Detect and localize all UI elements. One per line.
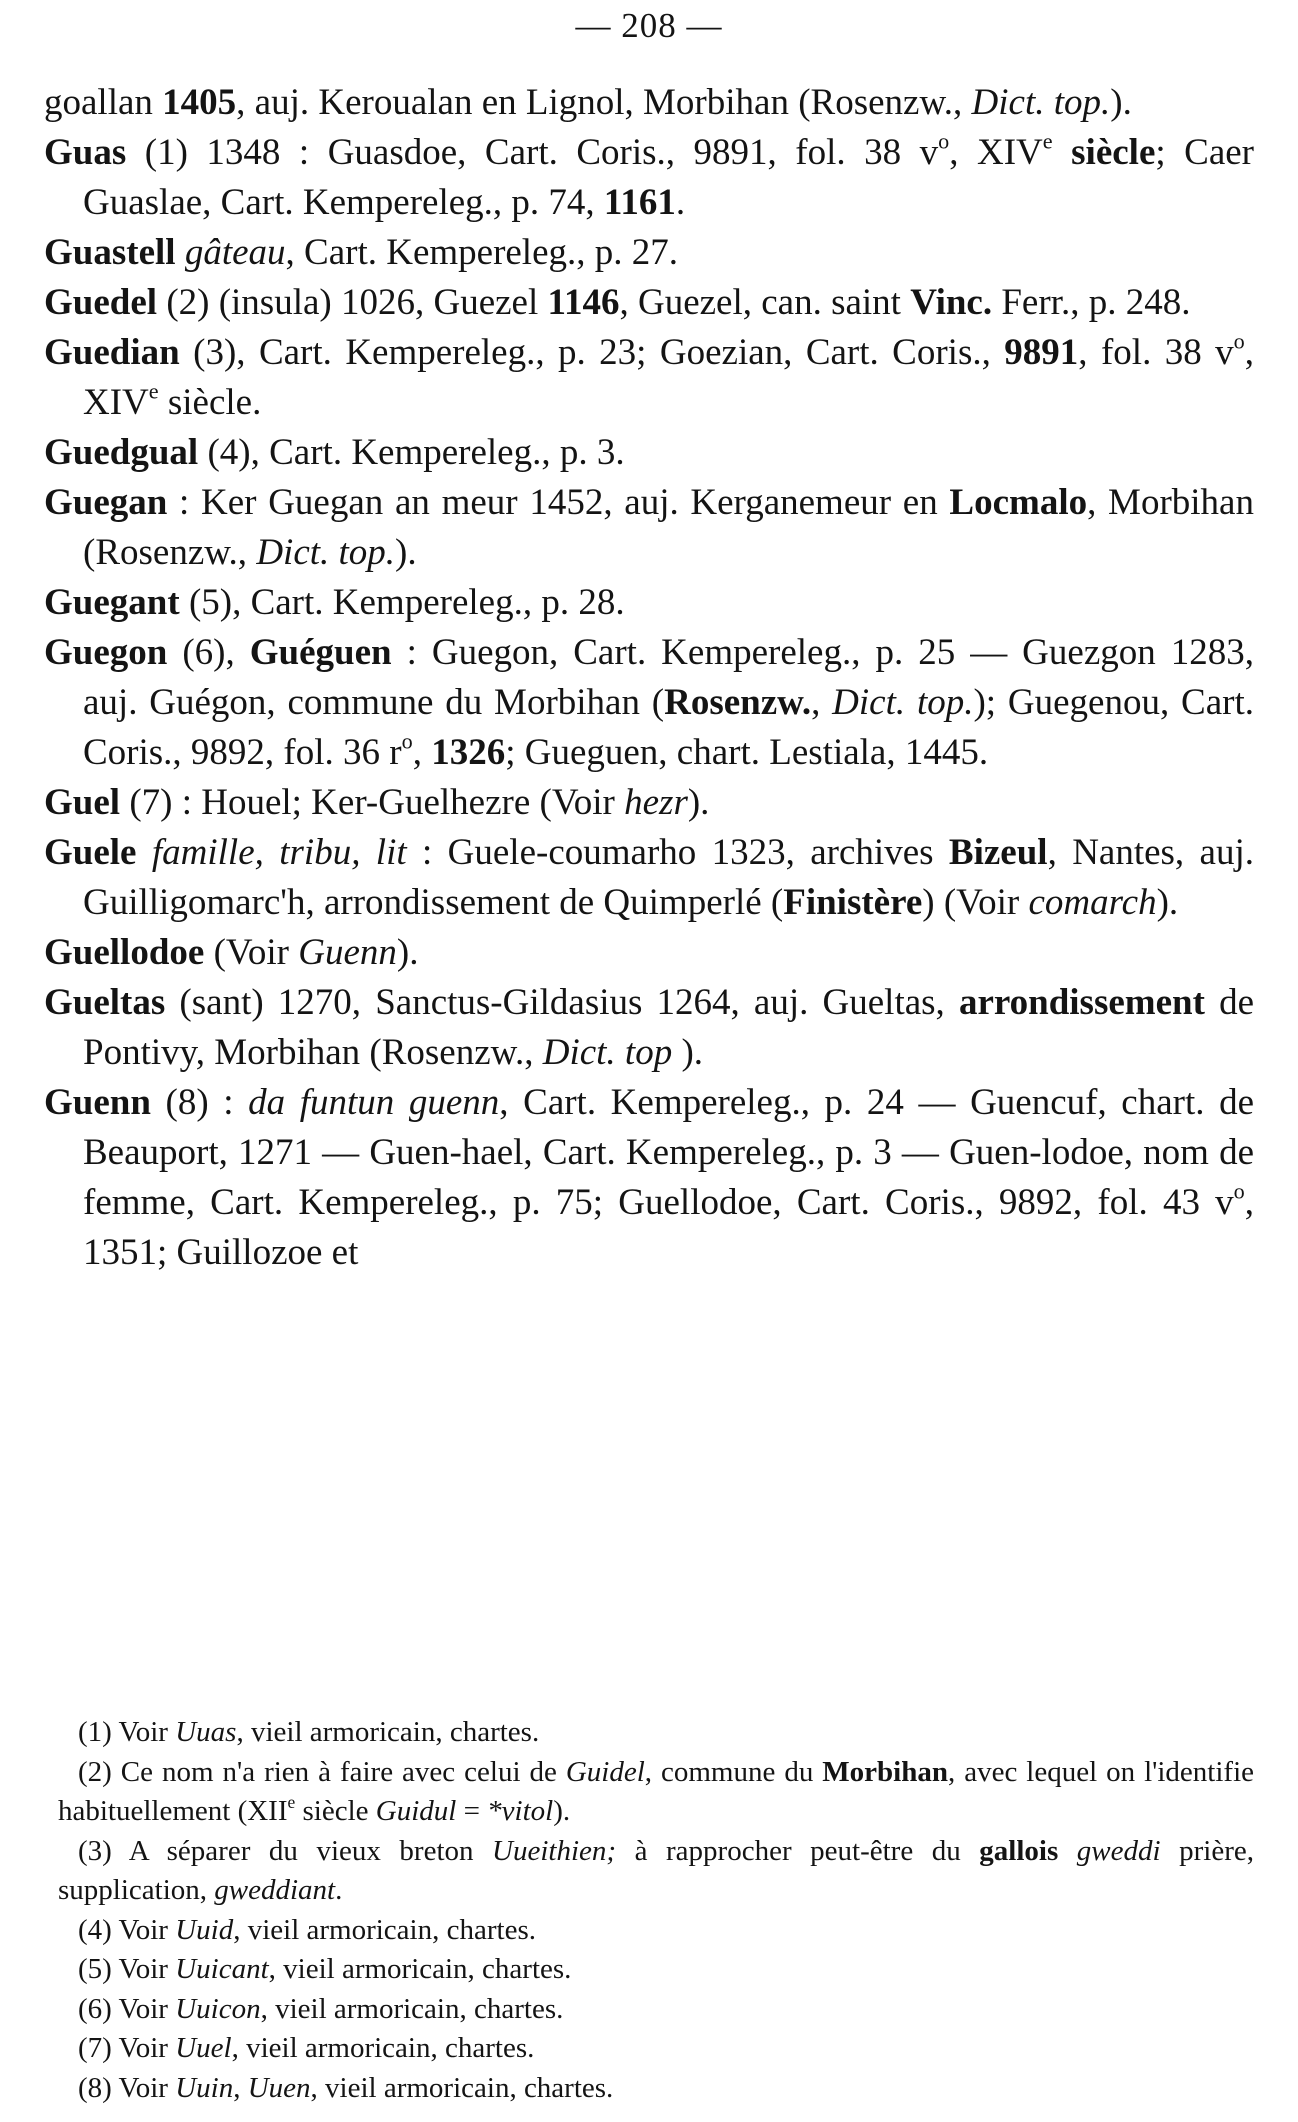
dictionary-entry-text: , XIV <box>949 132 1043 173</box>
footnote-text: gweddiant <box>214 1874 336 1906</box>
dictionary-entry-text: o <box>401 728 413 754</box>
dictionary-entry-text: : Ker Guegan an meur 1452, auj. Kerganemeur en <box>167 482 950 523</box>
dictionary-entry <box>44 428 1254 478</box>
headword: Gueltas <box>44 982 166 1023</box>
footnote-text: , vieil armoricain, chartes. <box>236 1716 540 1748</box>
dictionary-entry-text: (8) : <box>150 1082 249 1123</box>
dictionary-entry-text: ). <box>395 532 417 573</box>
dictionary-entry-text: Dict. top <box>542 1032 673 1073</box>
dictionary-entry <box>44 928 1254 978</box>
dictionary-entry-text: ). <box>1110 82 1132 123</box>
dictionary-entry-text: (4), Cart. Kempereleg., p. 3. <box>198 432 625 473</box>
footnote-text: (7) Voir <box>78 2032 176 2064</box>
dictionary-entry-text: , Guezel, can. saint <box>619 282 911 323</box>
footnote <box>58 1990 1254 2030</box>
footnote-text: , vieil armoricain, chartes. <box>231 2032 535 2064</box>
headword: Guegon <box>44 632 168 673</box>
dictionary-entry-text <box>176 232 185 273</box>
dictionary-entry-text: ; Caer Guaslae, Cart. Kempereleg., p. 74, <box>83 132 1255 223</box>
dictionary-entry-text: , <box>412 732 432 773</box>
dictionary-entry-text: : Guegon, Cart. Kempereleg., p. 25 — Guezgon 1283, auj. Guégon, commune du Morbihan ( <box>83 632 1254 723</box>
footnote-text: Guidul <box>375 1795 457 1827</box>
dictionary-entry-text: ). <box>1156 882 1179 923</box>
dictionary-entry <box>44 278 1254 328</box>
dictionary-entry-text: Locmalo <box>949 482 1088 523</box>
footnote-text: *vitol <box>487 1795 554 1827</box>
footnote <box>58 1911 1254 1951</box>
headword: Guastell <box>44 232 176 273</box>
footnote-text: Uuin <box>175 2071 234 2104</box>
dictionary-entry-text: (sant) 1270, Sanctus-Gildasius 1264, auj. Gueltas, <box>165 982 959 1023</box>
headword: Guele <box>44 832 137 873</box>
dictionary-entry-text: (1) 1348 : Guasdoe, Cart. Coris., 9891, fol. 38 v <box>126 132 939 173</box>
footnote-text: gweddi <box>1076 1834 1161 1867</box>
dictionary-entry-text: , fol. 38 v <box>1078 332 1234 373</box>
dictionary-entry-text: Dict. top. <box>832 682 974 723</box>
dictionary-entry-text: siècle <box>1052 132 1156 173</box>
footnote-text: (1) Voir <box>78 1716 176 1748</box>
dictionary-entry <box>44 578 1254 628</box>
footnote-text: (6) Voir <box>78 1992 176 2025</box>
footnote-text: , <box>233 2071 248 2104</box>
footnote-text: Uuen <box>247 2071 311 2104</box>
headword: Guedel <box>44 282 158 323</box>
dictionary-entry <box>44 128 1254 228</box>
dictionary-entry-text: 1405 <box>162 82 237 123</box>
footnote-text: , vieil armoricain, chartes. <box>233 1913 536 1946</box>
dictionary-entry-text: ) (Voir <box>922 882 1029 923</box>
footnote-text: Uuicant <box>175 1953 269 1985</box>
headword: Guenn <box>44 1082 151 1123</box>
dictionary-entry-text: Rosenzw. <box>664 682 812 723</box>
dictionary-entry-text: ); Guegenou, Cart. Coris., 9892, fol. 36 r <box>83 682 1254 773</box>
dictionary-entry-text: 1326 <box>431 732 506 773</box>
footnote-text <box>1058 1835 1077 1867</box>
dictionary-entry-text: , Cart. Kempereleg., p. 24 — Guencuf, chart. de Beauport, 1271 — Guen-hael, Cart. Kempereleg., p. 3 — Guen-lodoe, nom de femme, Cart. Kempereleg., p. 75; Guellodoe, Cart. Coris., 9892, fol. 43 v <box>83 1082 1254 1223</box>
dictionary-entry-text: , Morbihan (Rosenzw., <box>83 482 1254 573</box>
dictionary-entry-text: (2) (insula) 1026, Guezel <box>157 282 548 323</box>
footnotes <box>58 1713 1254 2108</box>
dictionary-entry-text: siècle. <box>158 382 262 423</box>
dictionary-entry-text: 1161 <box>603 182 676 223</box>
dictionary-entry-text: . <box>675 182 686 223</box>
footnote-text: , vieil armoricain, chartes. <box>268 1953 572 1985</box>
dictionary-entry-text: o <box>1233 328 1245 354</box>
footnote-text: Uuicon <box>175 1992 261 2025</box>
footnote-text: (5) Voir <box>78 1953 176 1985</box>
footnote-text: e <box>287 1791 296 1812</box>
headword: Guegan <box>44 482 168 523</box>
footnote-text: . <box>335 1874 343 1906</box>
footnote-text: siècle <box>295 1795 376 1827</box>
footnote-text: gallois <box>979 1834 1059 1867</box>
footnote-text: Morbihan <box>822 1755 948 1788</box>
dictionary-entry-text: o <box>1233 1178 1245 1204</box>
dictionary-entries <box>44 78 1254 1278</box>
dictionary-entry-text: (5), Cart. Kempereleg., p. 28. <box>179 582 625 623</box>
footnote <box>58 1950 1254 1990</box>
dictionary-entry-text <box>136 832 151 873</box>
headword: Guas <box>44 132 127 173</box>
dictionary-entry <box>44 778 1254 828</box>
dictionary-entry-text: ). <box>396 932 419 973</box>
dictionary-entry-text: , Nantes, auj. Guilligomarc'h, arrondissement de Quimperlé ( <box>83 832 1255 923</box>
footnote-text: prière, supplication, <box>58 1834 1254 1906</box>
dictionary-entry-text: da funtun guenn <box>248 1082 500 1123</box>
dictionary-entry-text: o <box>938 128 950 154</box>
dictionary-entry <box>44 978 1254 1078</box>
dictionary-entry-text: (7) : Houel; Ker-Guelhezre (Voir <box>120 782 625 823</box>
footnote-text: (3) A séparer du vieux breton <box>78 1834 493 1867</box>
dictionary-entry-text: , <box>811 682 833 723</box>
dictionary-entry <box>44 828 1254 928</box>
footnote <box>58 2069 1254 2109</box>
dictionary-entry-text: (3), Cart. Kempereleg., p. 23; Goezian, Cart. Coris., <box>179 332 1005 373</box>
footnote-text: (8) Voir <box>78 2071 176 2104</box>
dictionary-entry-text: Guenn <box>298 932 397 973</box>
footnote-text: Uuid <box>175 1913 234 1946</box>
footnote-text: , avec lequel on l'identifie habituellement (XII <box>58 1755 1255 1827</box>
dictionary-entry-text: Dict. top. <box>971 82 1111 123</box>
footnote-text: ). <box>553 1795 571 1827</box>
footnote-text: Uueithien; <box>492 1834 617 1867</box>
headword: Guedgual <box>44 432 199 473</box>
headword: Guedian <box>44 332 180 373</box>
dictionary-entry-text: 1146 <box>547 282 620 323</box>
dictionary-entry-text: : Guele-coumarho 1323, archives <box>406 832 949 873</box>
footnote-text: , commune du <box>644 1755 823 1788</box>
dictionary-entry-text: comarch <box>1028 882 1157 923</box>
footnote <box>58 2029 1254 2069</box>
footnote-text: (4) Voir <box>78 1913 176 1946</box>
dictionary-entry-text: Ferr., p. 248. <box>992 282 1191 323</box>
footnote-text: , vieil armoricain, chartes. <box>310 2071 614 2104</box>
footnote-text: (2) Ce nom n'a rien à faire avec celui de <box>78 1755 566 1788</box>
dictionary-entry-text: arrondissement <box>958 982 1205 1023</box>
dictionary-entry-text: hezr <box>624 782 688 823</box>
dictionary-entry <box>44 78 1254 128</box>
dictionary-entry-text: , 1351; Guillozoe et <box>83 1182 1254 1273</box>
dictionary-entry <box>44 628 1254 778</box>
headword: Guegant <box>44 582 180 623</box>
headword: Guel <box>44 782 121 823</box>
dictionary-entry <box>44 478 1254 578</box>
dictionary-entry-text: Bizeul <box>948 832 1048 873</box>
dictionary-entry-text: ). <box>672 1032 704 1073</box>
dictionary-entry-text: , auj. Keroualan en Lignol, Morbihan (Rosenzw., <box>236 82 972 123</box>
dictionary-entry-text: gâteau <box>184 232 286 273</box>
footnote-text: = <box>456 1795 488 1827</box>
dictionary-entry-text: 9891 <box>1004 332 1079 373</box>
footnote-text: Uuas <box>175 1716 237 1748</box>
dictionary-entry-text: famille, tribu, lit <box>151 832 407 873</box>
dictionary-entry-text: e <box>148 378 159 404</box>
dictionary-entry-text: ; Gueguen, chart. Lestiala, 1445. <box>505 732 989 773</box>
dictionary-entry-text: e <box>1042 128 1053 154</box>
dictionary-entry-text: Finistère <box>783 882 923 923</box>
footnote-text: Uuel <box>175 2032 232 2064</box>
dictionary-entry <box>44 228 1254 278</box>
dictionary-entry-text: Dict. top. <box>256 532 396 573</box>
footnote-text: à rapprocher peut-être du <box>616 1834 980 1867</box>
dictionary-entry-text: Vinc. <box>910 282 993 323</box>
dictionary-entry-text: goallan <box>44 82 163 123</box>
footnote <box>58 1832 1254 1911</box>
dictionary-entry <box>44 1078 1254 1278</box>
dictionary-entry-text: , Cart. Kempereleg., p. 27. <box>285 232 679 273</box>
dictionary-entry <box>44 328 1254 428</box>
footnote <box>58 1713 1254 1753</box>
dictionary-entry-text: (6), <box>167 632 250 673</box>
headword: Guéguen <box>249 632 392 673</box>
dictionary-entry-text: ). <box>687 782 710 823</box>
headword: Guellodoe <box>44 932 205 973</box>
dictionary-entry-text: , XIV <box>83 332 1254 423</box>
dictionary-entry-text: de Pontivy, Morbihan (Rosenzw., <box>83 982 1254 1073</box>
dictionary-entry-text: (Voir <box>204 932 299 973</box>
footnote-text: Guidel <box>565 1755 645 1788</box>
footnote-text: , vieil armoricain, chartes. <box>260 1992 564 2025</box>
footnote <box>58 1753 1254 1832</box>
page-number: — 208 — <box>575 6 723 45</box>
